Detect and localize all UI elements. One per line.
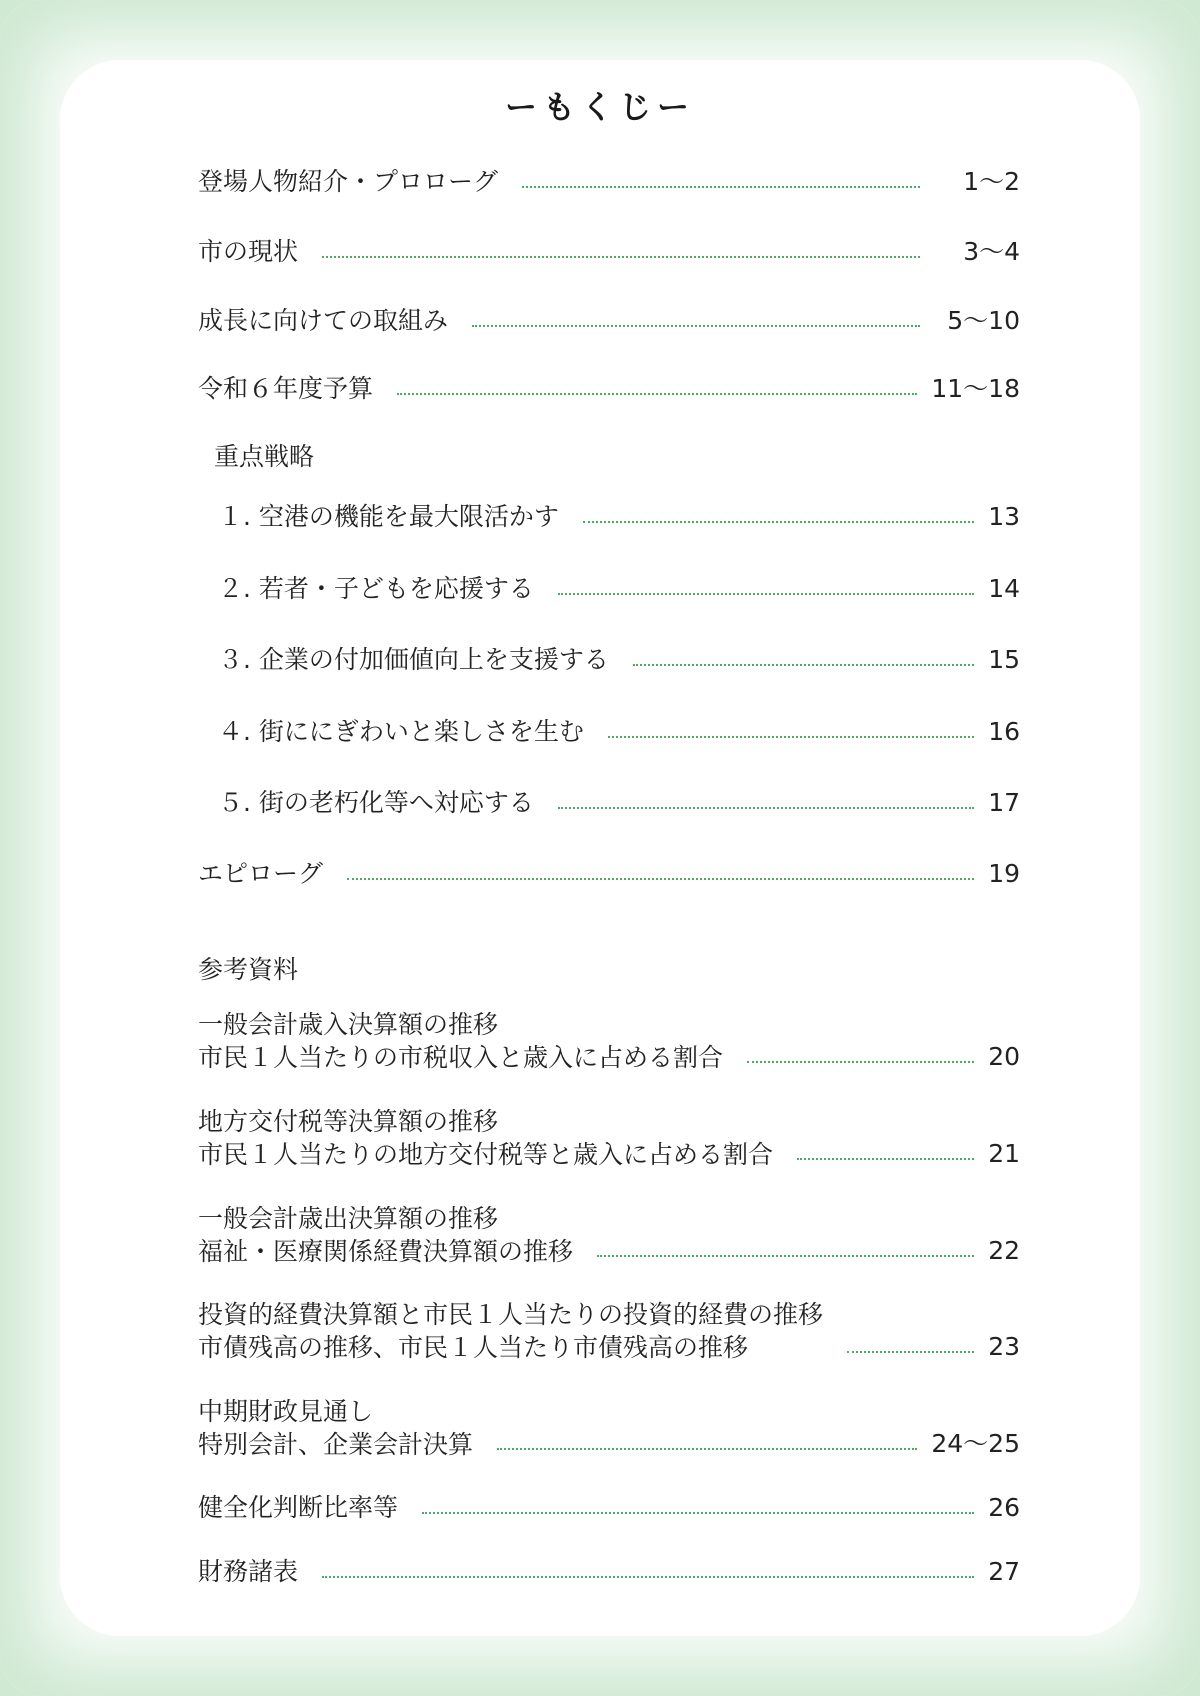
toc-entry[interactable]: [198, 165, 1020, 199]
toc-subentry[interactable]: [218, 572, 1020, 606]
toc-subentry-label: ５. 街の老朽化等へ対応する: [218, 788, 534, 817]
dotted-leader: [633, 664, 974, 666]
reference-line-2: 市債残高の推移、市民１人当たり市債残高の推移: [198, 1333, 749, 1362]
toc-entry-label: 成長に向けての取組み: [198, 306, 449, 335]
toc-subentry[interactable]: [218, 715, 1020, 749]
reference-line-1: 投資的経費決算額と市民１人当たりの投資的経費の推移: [198, 1300, 824, 1329]
dotted-leader: [847, 1351, 974, 1353]
dotted-leader: [797, 1158, 974, 1160]
reference-entry[interactable]: [198, 1202, 1020, 1268]
reference-entry[interactable]: [198, 1105, 1020, 1171]
reference-page: 23: [988, 1332, 1020, 1361]
toc-subentry-page: 15: [988, 645, 1020, 674]
dotted-leader: [558, 593, 974, 595]
toc-entry[interactable]: [198, 372, 1020, 406]
toc-entry-page: 5～10: [947, 306, 1020, 335]
toc-subentry-page: 14: [988, 574, 1020, 603]
toc-subentry-label: ４. 街ににぎわいと楽しさを生む: [218, 717, 584, 746]
toc-subentry[interactable]: [218, 643, 1020, 677]
toc-entry-label: 財務諸表: [198, 1557, 299, 1586]
dotted-leader: [472, 325, 920, 327]
toc-entry[interactable]: [198, 1491, 1020, 1525]
reference-line-2: 特別会計、企業会計決算: [198, 1430, 474, 1459]
toc-entry-page: 27: [988, 1557, 1020, 1586]
toc-subentry-page: 17: [988, 788, 1020, 817]
dotted-leader: [558, 807, 974, 809]
toc-subentry-label: １. 空港の機能を最大限活かす: [218, 502, 559, 531]
dotted-leader: [322, 1576, 974, 1578]
reference-entry[interactable]: [198, 1395, 1020, 1461]
toc-entry-label: 健全化判断比率等: [198, 1493, 399, 1522]
reference-entry[interactable]: [198, 1008, 1020, 1074]
reference-entry[interactable]: [198, 1298, 1020, 1364]
toc-entry-page: 1～2: [963, 167, 1020, 196]
toc-entry-page: 3～4: [963, 237, 1020, 266]
dotted-leader: [583, 521, 974, 523]
section-heading: 重点戦略: [214, 442, 315, 471]
toc-entry[interactable]: [198, 1555, 1020, 1589]
reference-page: 20: [988, 1042, 1020, 1071]
toc-entry-page: 26: [988, 1493, 1020, 1522]
reference-page: 24～25: [931, 1429, 1020, 1458]
dotted-leader: [322, 256, 920, 258]
toc-entry-page: 11～18: [931, 374, 1020, 403]
dotted-leader: [608, 736, 974, 738]
toc-subentry-label: ３. 企業の付加価値向上を支援する: [218, 645, 609, 674]
reference-page: 21: [988, 1139, 1020, 1168]
toc-entry-label: エピローグ: [198, 859, 324, 888]
dotted-leader: [347, 878, 974, 880]
reference-line-1: 中期財政見通し: [198, 1397, 374, 1426]
toc-subentry[interactable]: [218, 786, 1020, 820]
toc-entry-label: 市の現状: [198, 237, 299, 266]
toc-subentry-label: ２. 若者・子どもを応援する: [218, 574, 534, 603]
dotted-leader: [397, 393, 917, 395]
reference-page: 22: [988, 1236, 1020, 1265]
toc-entry-label: 登場人物紹介・プロローグ: [198, 167, 499, 196]
reference-line-2: 市民１人当たりの地方交付税等と歳入に占める割合: [198, 1140, 774, 1169]
toc-entry-page: 19: [988, 859, 1020, 888]
reference-heading: 参考資料: [198, 955, 299, 984]
toc-entry-label: 令和６年度予算: [198, 374, 374, 403]
toc-subentry-page: 16: [988, 717, 1020, 746]
toc-subentry[interactable]: [218, 500, 1020, 534]
dotted-leader: [497, 1448, 917, 1450]
toc-entry[interactable]: [198, 304, 1020, 338]
toc-entry[interactable]: [198, 235, 1020, 269]
reference-line-1: 地方交付税等決算額の推移: [198, 1107, 499, 1136]
page-title: ーもくじー: [504, 88, 695, 126]
dotted-leader: [422, 1512, 974, 1514]
reference-line-1: 一般会計歳出決算額の推移: [198, 1204, 499, 1233]
dotted-leader: [597, 1255, 974, 1257]
reference-line-1: 一般会計歳入決算額の推移: [198, 1010, 499, 1039]
reference-line-2: 市民１人当たりの市税収入と歳入に占める割合: [198, 1043, 724, 1072]
toc-entry-epilogue[interactable]: [198, 857, 1020, 891]
dotted-leader: [522, 186, 920, 188]
reference-line-2: 福祉・医療関係経費決算額の推移: [198, 1237, 574, 1266]
toc-subentry-page: 13: [988, 502, 1020, 531]
dotted-leader: [747, 1061, 974, 1063]
